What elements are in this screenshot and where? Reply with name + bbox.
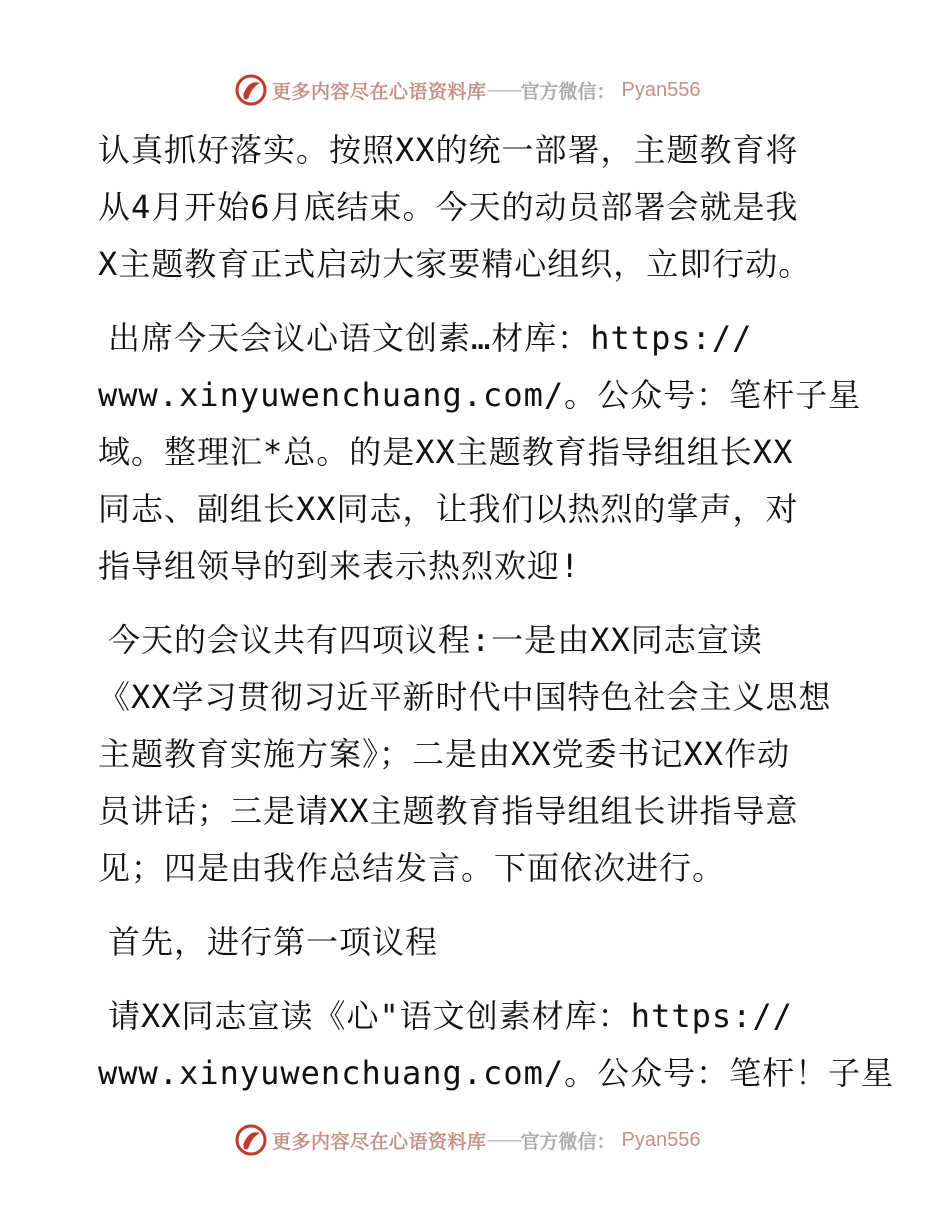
text-line: 见；四是由我作总结发言。下面依次进行。 bbox=[98, 849, 726, 887]
text-line: 出席今天会议心语文创素…材库：https:// bbox=[108, 319, 753, 357]
text-line: 今天的会议共有四项议程:一是由XX同志宣读 bbox=[108, 621, 763, 659]
text-line: www.xinyuwenchuang.com/。公众号：笔杆！子星 bbox=[98, 1054, 895, 1092]
paragraph bbox=[98, 612, 878, 897]
text-line: X主题教育正式启动大家要精心组织，立即行动。 bbox=[98, 245, 812, 283]
text-line: 域。整理汇*总。的是XX主题教育指导组组长XX bbox=[98, 433, 794, 471]
banner-wechat-id: Pyan556 bbox=[621, 1128, 701, 1151]
text-line: 同志、副组长XX同志，让我们以热烈的掌声，对 bbox=[98, 490, 799, 528]
text-line: 认真抓好落实。按照XX的统一部署，主题教育将 bbox=[98, 131, 799, 169]
text-line: 主题教育实施方案》；二是由XX党委书记XX作动 bbox=[98, 735, 791, 773]
banner-wechat-label: 官方微信： bbox=[520, 80, 616, 103]
banner-dash: —— bbox=[486, 79, 521, 101]
xinyu-logo-icon bbox=[234, 73, 268, 107]
paragraph bbox=[98, 914, 878, 971]
text-line: 请XX同志宣读《心"语文创素材库：https:// bbox=[108, 997, 793, 1035]
paragraph bbox=[98, 122, 878, 293]
banner-slogan: 更多内容尽在心语资料库 bbox=[272, 80, 487, 103]
header-banner bbox=[234, 72, 701, 108]
text-line: 指导组领导的到来表示热烈欢迎! bbox=[98, 547, 581, 585]
banner-wechat-id: Pyan556 bbox=[621, 78, 701, 101]
banner-wechat-label: 官方微信： bbox=[520, 1130, 616, 1153]
banner-dash: —— bbox=[486, 1129, 521, 1151]
banner-slogan: 更多内容尽在心语资料库 bbox=[272, 1130, 487, 1153]
document-body bbox=[98, 122, 895, 1102]
text-line: www.xinyuwenchuang.com/。公众号：笔杆子星 bbox=[98, 376, 862, 414]
text-line: 《XX学习贯彻习近平新时代中国特色社会主义思想 bbox=[98, 678, 832, 716]
text-line: 员讲话；三是请XX主题教育指导组组长讲指导意 bbox=[98, 792, 799, 830]
paragraph bbox=[98, 988, 895, 1102]
text-line: 从4月开始6月底结束。今天的动员部署会就是我 bbox=[98, 188, 799, 226]
text-line: 首先，进行第一项议程 bbox=[108, 923, 439, 961]
xinyu-logo-icon bbox=[234, 1123, 268, 1157]
footer-banner bbox=[234, 1122, 701, 1158]
paragraph bbox=[98, 310, 878, 595]
